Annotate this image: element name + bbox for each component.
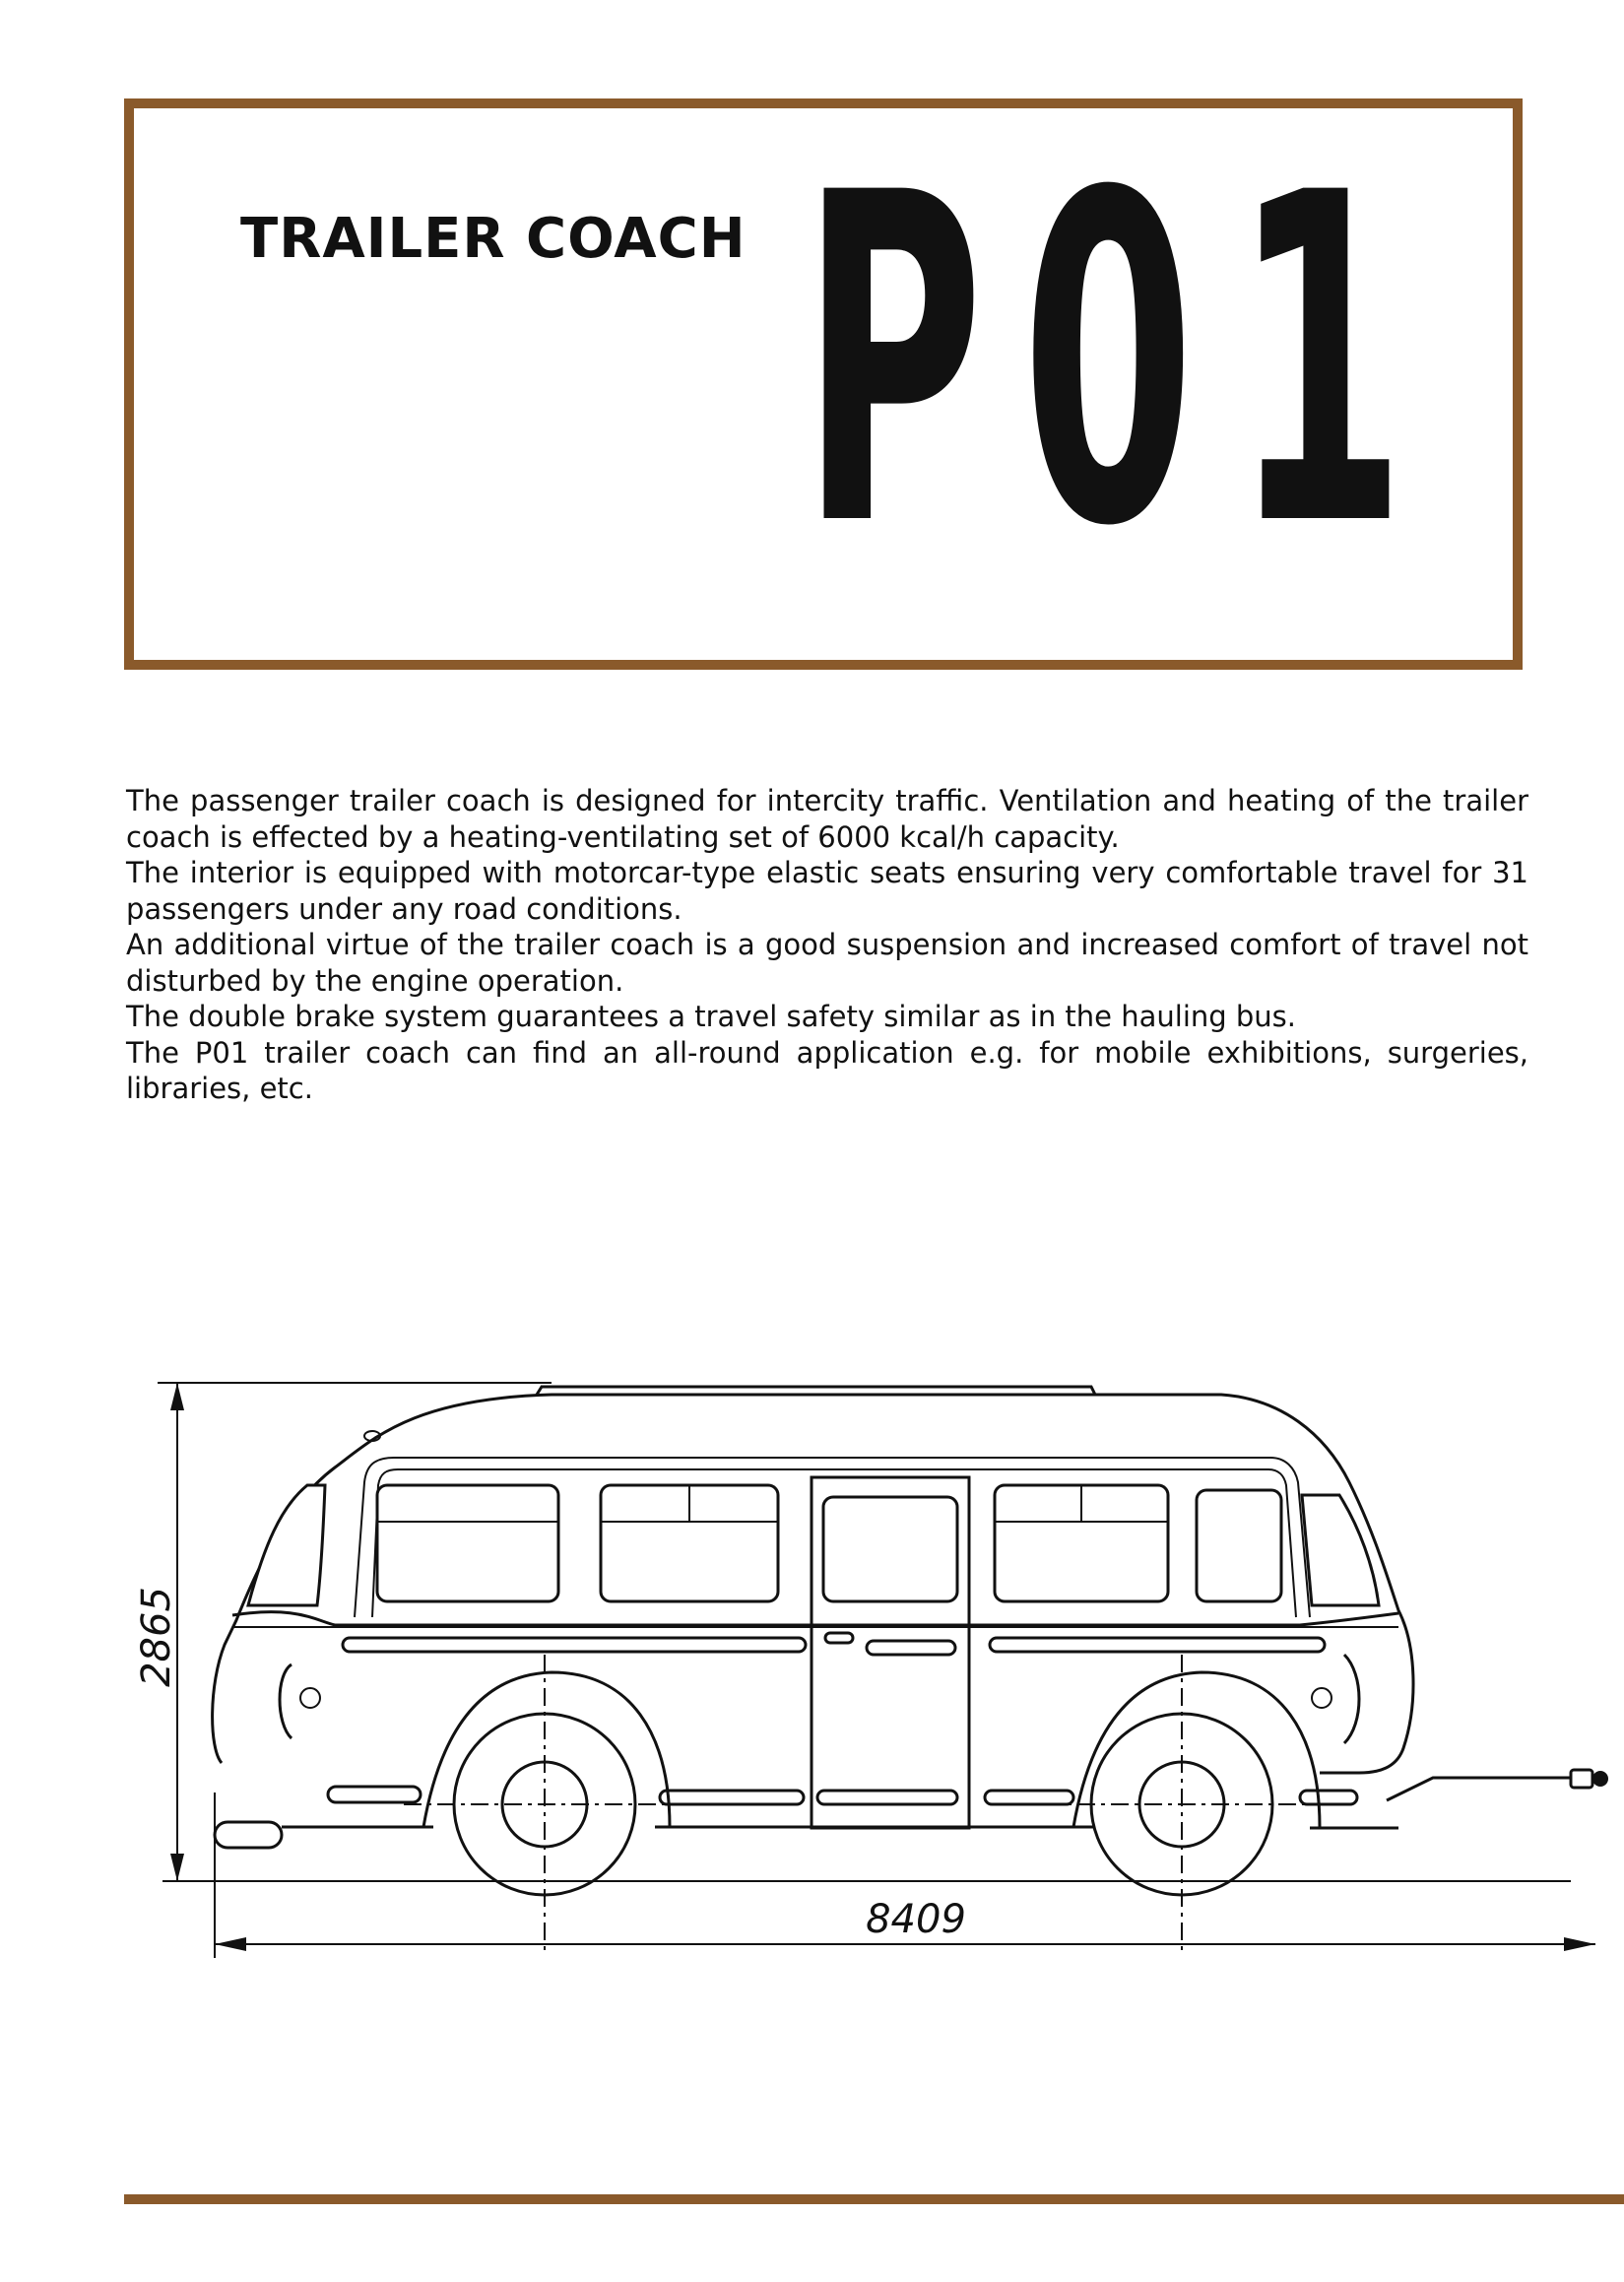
front-wheel — [404, 1655, 689, 1950]
rear-wheel — [1044, 1655, 1330, 1950]
bottom-rule — [124, 2194, 1624, 2204]
model-code: P01 — [800, 98, 1444, 625]
drawbar — [1387, 1770, 1608, 1800]
description-paragraph: The P01 trailer coach can find an all-round application e.g. for mobile exhibitions, surgeries, libraries, etc. — [126, 1035, 1528, 1105]
length-dimension — [215, 1793, 1595, 1958]
description-paragraph: The passenger trailer coach is designed for intercity traffic. Ventilation and heating of the trailer coach is effected by a heating-ventilating set of 6000 kcal/h capacity. — [126, 784, 1528, 854]
description — [126, 783, 1528, 1107]
header-title: TRAILER COACH — [240, 207, 747, 271]
height-dimension-label: 2865 — [134, 1587, 179, 1687]
description-paragraph: The double brake system guarantees a travel safety similar as in the hauling bus. — [126, 1000, 1296, 1033]
description-paragraph: An additional virtue of the trailer coach is a good suspension and increased comfort of travel not disturbed by the engine operation. — [126, 928, 1528, 998]
coach-body — [213, 1387, 1413, 1848]
length-dimension-label: 8409 — [866, 1897, 966, 1942]
description-paragraph: The interior is equipped with motorcar-type elastic seats ensuring very comfortable travel for 31 passengers under any road conditions. — [126, 856, 1528, 926]
coach-side-view-drawing — [0, 1359, 1624, 1989]
header-box — [124, 98, 1523, 670]
